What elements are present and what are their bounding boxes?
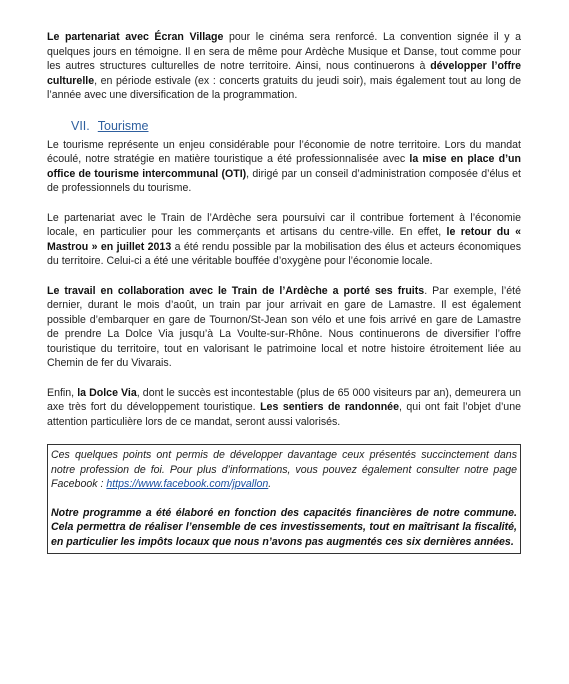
bold-dolce-via: la Dolce Via <box>77 386 137 399</box>
paragraph-tourisme-dolce-via <box>47 386 521 430</box>
text-span: pour le cinéma sera renforcé. La convention signée il y a quelques jours en témoigne. Il en sera de même pour Ardèche Musique et Danse, tout comme pour les autres structures culturelles de notre territoire. Ainsi, nous continuerons à <box>47 31 521 73</box>
text-span: , dirigé par un conseil d’administration composée d’élus et de professionnels du tourisme. <box>47 167 521 195</box>
section-number: VII. <box>71 118 90 133</box>
paragraph-tourisme-train <box>47 211 521 269</box>
text-span: Le partenariat avec le Train de l’Ardèche sera poursuivi car il contribue fortement à l’économie locale, en particulier pour les commerçants et artisans du centre-ville. En effet, <box>47 211 521 239</box>
box-info-paragraph <box>51 448 517 492</box>
spacer <box>51 492 517 506</box>
paragraph-tourisme-collaboration <box>47 284 521 372</box>
text-span: , en période estivale (ex : concerts gratuits du jeudi soir), mais également tout au long de l’année avec une diversification de la programmation. <box>47 74 521 102</box>
facebook-link[interactable]: https://www.facebook.com/jpvallon <box>106 478 269 491</box>
bold-oti: la mise en place d’un office de tourisme intercommunal (OTI) <box>47 153 521 180</box>
text-span: . <box>268 478 272 491</box>
paragraph-tourisme-oti <box>47 138 521 196</box>
text-span: , qui ont fait l’objet d’une attention particulière lors de ce mandat, seront aussi valorisés. <box>47 401 521 428</box>
bold-sentiers: Les sentiers de randonnée <box>260 401 399 414</box>
section-heading-tourisme <box>71 118 521 134</box>
box-conclusion-paragraph: Notre programme a été élaboré en fonction des capacités financières de notre commune. Cela permettra de réaliser l’ensemble de ces investissements, tout en maîtrisant la fiscalité, en particulier les impôts locaux que nous n’avons pas augmentés ces six dernières années. <box>51 506 517 548</box>
bold-ecran-village: Le partenariat avec Écran Village <box>47 31 224 43</box>
text-span: Enfin, <box>47 386 78 399</box>
document-page <box>47 30 521 554</box>
summary-box <box>47 444 521 554</box>
text-span: . Par exemple, l’été dernier, durant le mois d’août, un train par jour arrivait en gare de Lamastre. Il est également possible d’embarquer en gare de Tournon/St-Jean son vélo et une fois arrivé en gare de Lamastre de prendre La Dolce Via jusqu’à La Voulte-sur-Rhône. Nous continuerons de diversifier l’offre touristique du territoire, tout en valorisant le patrimoine local et notre histoire étroitement liée au Chemin de fer du Vivarais. <box>47 284 521 370</box>
bold-collaboration: Le travail en collaboration avec le Train de l’Ardèche a porté ses fruits <box>47 284 425 297</box>
text-span: Le tourisme représente un enjeu considérable pour l’économie de notre territoire. Lors du mandat écoulé, notre stratégie en matière touristique a été professionnalisée avec <box>47 138 521 166</box>
text-span: , dont le succès est incontestable (plus de 65 000 visiteurs par an), demeurera un axe très fort du développement touristique. <box>47 386 521 414</box>
paragraph-culture <box>47 30 521 103</box>
bold-mastrou: le retour du « Mastrou » en juillet 2013 <box>47 226 521 253</box>
text-span: a été rendu possible par la mobilisation des élus et acteurs économiques du territoire. Celui-ci a été une véritable bouffée d’oxygène pour l’économie locale. <box>47 240 521 268</box>
bold-offre-culturelle: développer l’offre culturelle <box>47 60 521 87</box>
section-title: Tourisme <box>97 118 149 133</box>
text-span: Ces quelques points ont permis de développer davantage ceux présentés succinctement dans notre profession de foi. Pour plus d’informations, vous pouvez également consulter notre page Facebook : <box>51 449 517 491</box>
